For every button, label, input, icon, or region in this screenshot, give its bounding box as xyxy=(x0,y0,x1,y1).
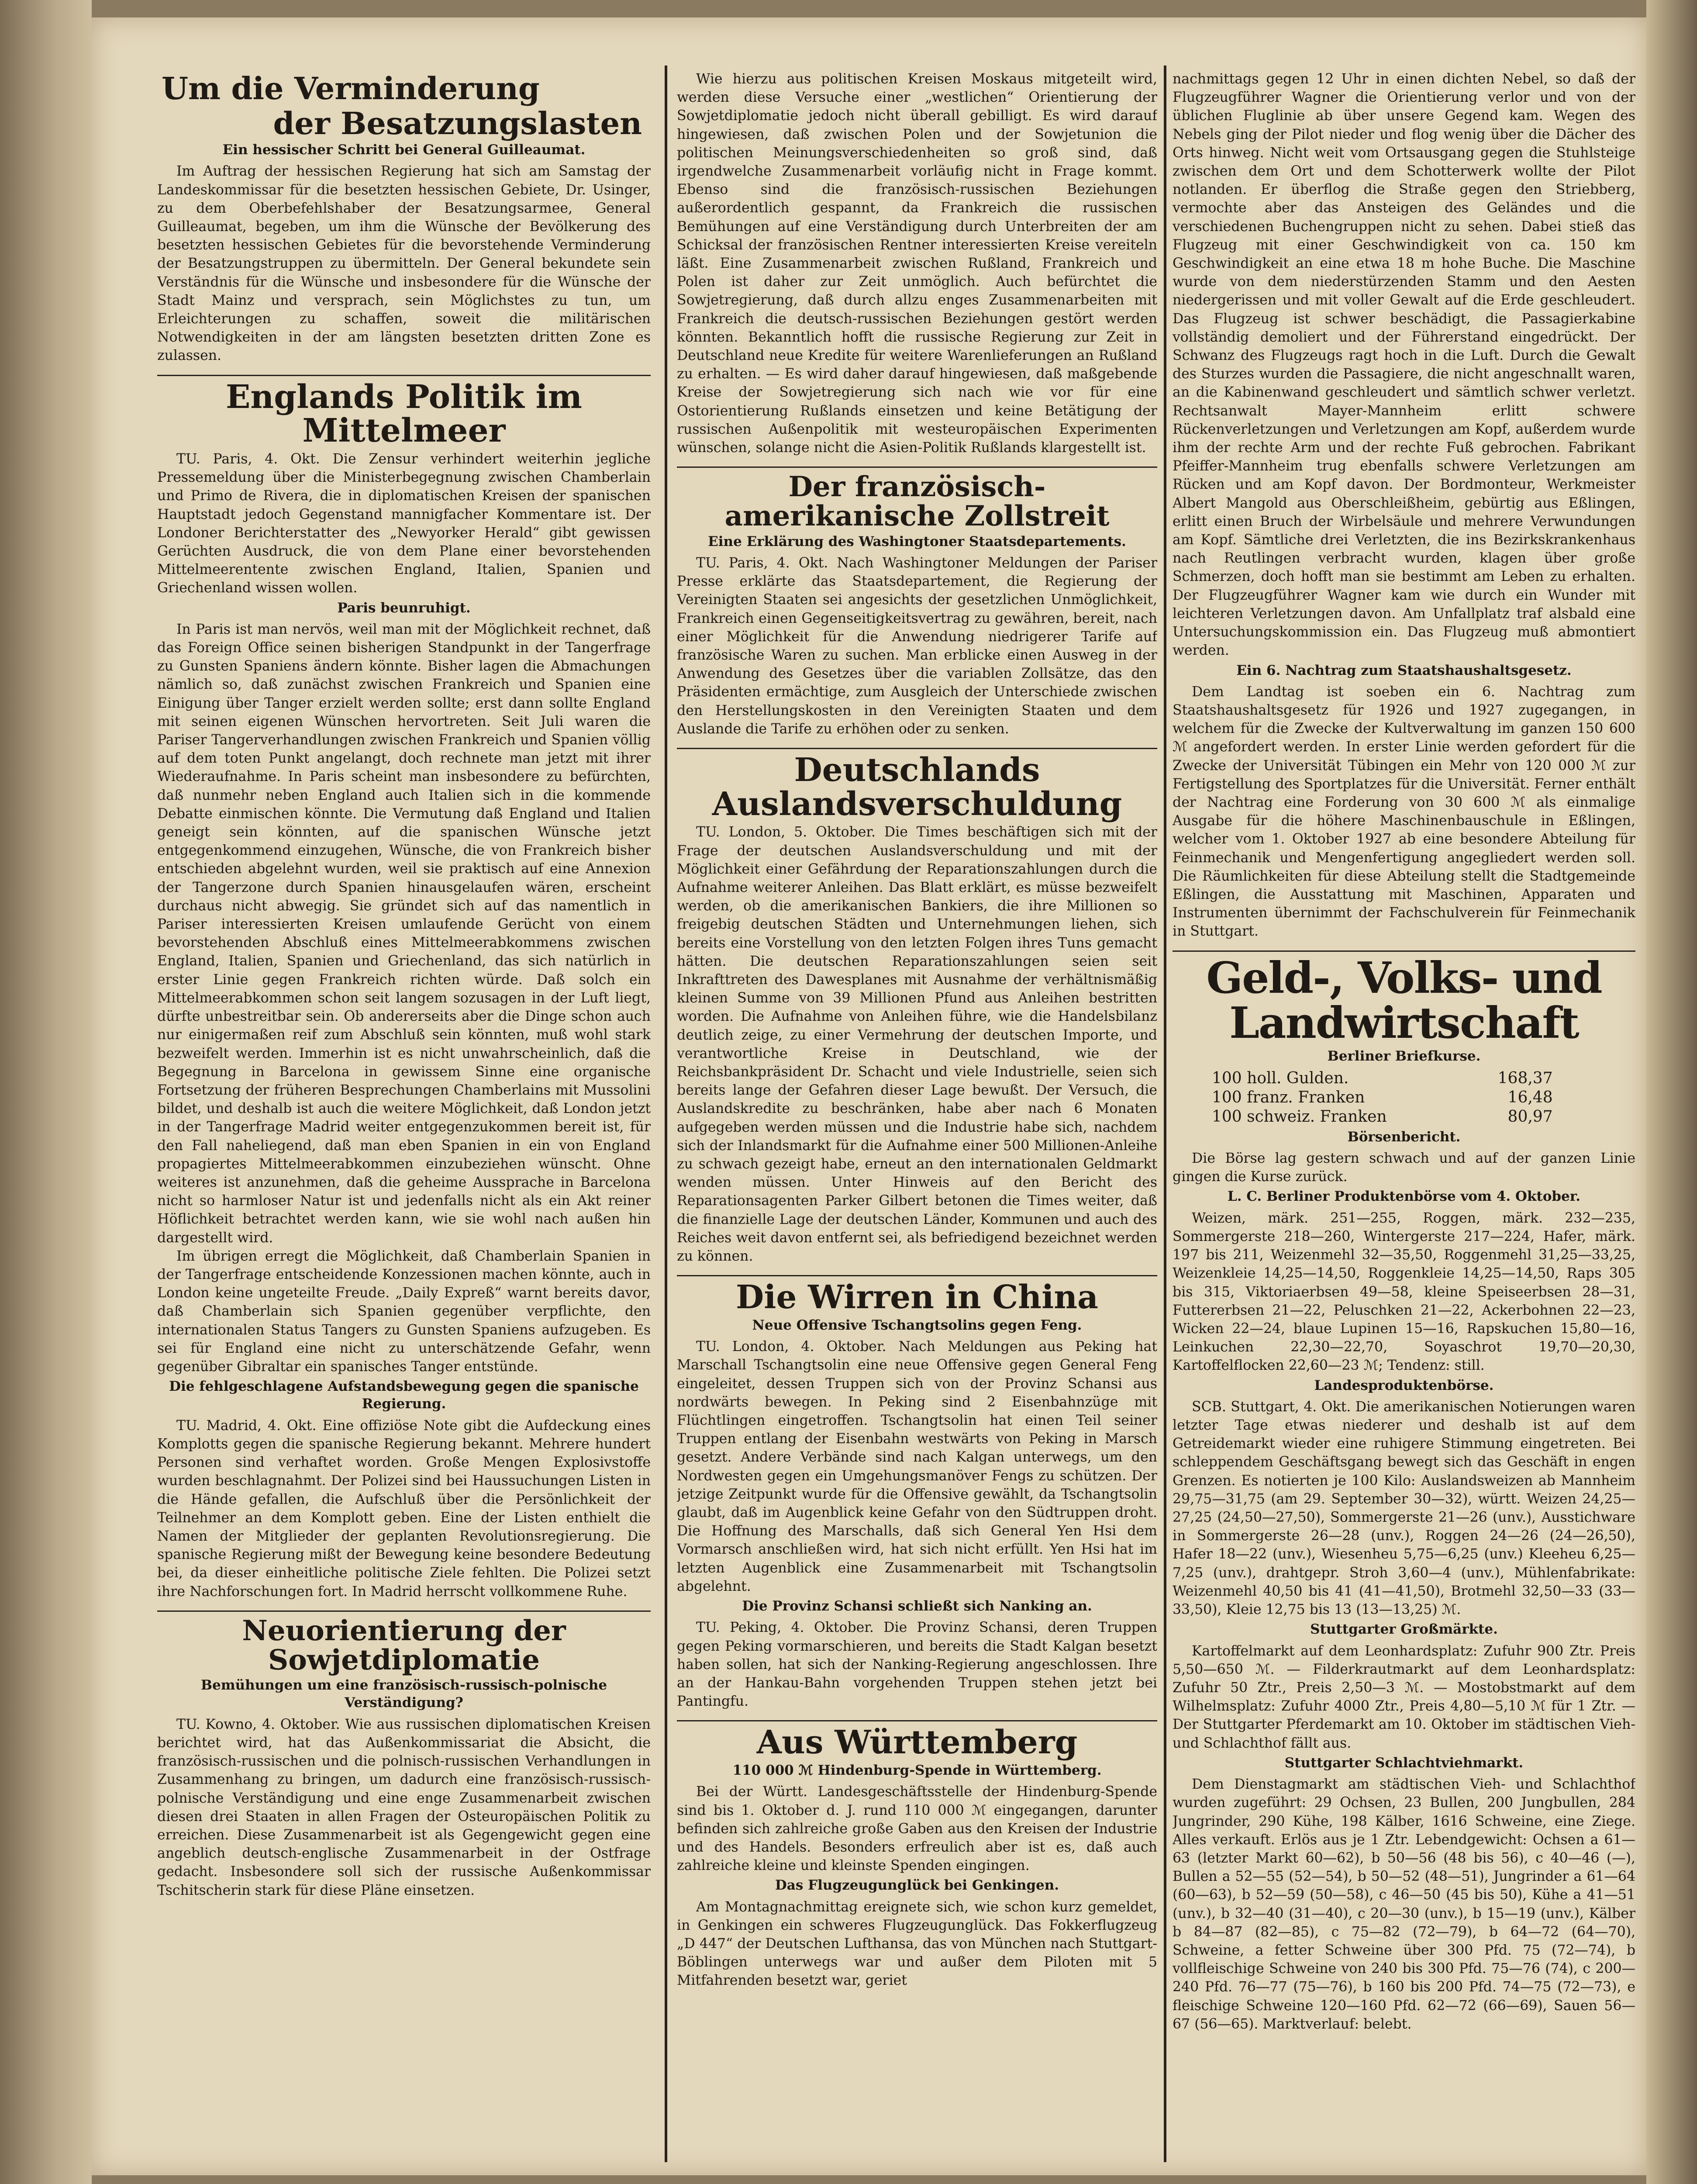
subheadline: 110 000 ℳ Hindenburg-Spende in Württemberg. xyxy=(732,1762,1102,1779)
subheadline: Das Flugzeugunglück bei Genkingen. xyxy=(775,1877,1059,1894)
column-3 xyxy=(1173,70,1635,2158)
article-text: TU. London, 5. Oktober. Die Times beschäftigen sich mit der Frage der deutschen Auslandsverschuldung und mit der Möglichkeit einer Gefährdung der Reparationszahlungen durch die Aufnahme weiterer Anleihen. Das Blatt erklärt, es müsse bezweifelt werden, ob die amerikanischen Bankiers, die ihre Millionen so freigebig deutschen Städten und Unternehmungen liehen, sich bereits eine Vorstellung von den letzten Folgen ihres Tuns gemacht hätten. Die deutschen Reparationszahlungen seien seit Inkrafttreten des Dawesplanes mit Ausnahme der verhältnismäßig kleinen Summe von 39 Millionen Pfund aus Anleihen bestritten worden. Die Aufnahme von Anleihen führe, wie die Handelsbilanz deutlich zeige, zu einer Vermehrung der deutschen Importe, und verantwortliche Kreise in Deutschland, wie der Reichsbankpräsident Dr. Schacht und viele Industrielle, seien sich bereits lange der Gefahren dieser Lage bewußt. Der Versuch, die Auslandskredite zu beschränken, habe aber nach 6 Monaten aufgegeben werden müssen und die Industrie habe sich, nachdem sich der Inlandsmarkt für die Aufnahme einer 500 Millionen-Anleihe zu schwach gezeigt habe, erneut an den internationalen Geldmarkt wenden müssen. Unter Hinweis auf den Bericht des Reparationsagenten Parker Gilbert betonen die Times weiter, daß die finanzielle Lage der deutschen Länder, Kommunen und auch des Reiches weit davon entfernt sei, als befriedigend bezeichnet werden zu können. xyxy=(677,824,1157,1265)
rate-value: 80,97 xyxy=(1507,1107,1553,1126)
headline: Aus Württemberg xyxy=(756,1724,1078,1762)
divider xyxy=(677,1720,1157,1721)
article-text: Dem Dienstagmarkt am städtischen Vieh- und Schlachthof wurden zugeführt: 29 Ochsen, 23 Bullen, 200 Jungbullen, 284 Jungrinder, 290 Kühe, 198 Kälber, 1616 Schweine, eine Ziege. Alles verkauft. Erlös aus je 1 Ztr. Lebendgewicht: Ochsen a 61—63 (letzter Markt 60—62), b 50—56 (48 bis 56), c 40—46 (—), Bullen a 52—55 (52—54), b 50—52 (48—51), Jungrinder a 61—64 (60—63), b 52—59 (50—58), c 46—50 (45 bis 50), Kühe a 41—51 (unv.), b 32—40 (31—40), c 20—30 (unv.), b 15—19 (unv.), Kälber b 84—87 (82—85), c 75—82 (72—79), b 64—72 (64—70), Schweine, a fetter Schweine über 300 Pfd. 75 (72—74), b vollfleischige Schweine von 240 bis 300 Pfd. 75—76 (74), c 200—240 Pfd. 76—77 (75—76), b 160 bis 200 Pfd. 74—75 (72—73), e fleischige Schweine 120—160 Pfd. 62—72 (66—69), Sauen 56—67 (56—65). Marktverlauf: belebt. xyxy=(1173,1776,1635,2032)
article-text: Im übrigen erregt die Möglichkeit, daß Chamberlain Spanien in der Tangerfrage entscheidende Konzessionen machen könnte, auch in London keine ungeteilte Freude. „Daily Expreß“ warnt bereits davor, daß Chamberlain sich Spanien gegenüber verpflichte, den internationalen Status Tangers zu Gunsten Spaniens aufzugeben. Es sei für England eine nicht zu unterschätzende Gefahr, wenn gegenüber Gibraltar ein spanisches Tanger entstünde. xyxy=(157,1248,651,1375)
rate-value: 168,37 xyxy=(1497,1069,1553,1087)
subheadline: Stuttgarter Großmärkte. xyxy=(1310,1621,1498,1638)
article-text: Weizen, märk. 251—255, Roggen, märk. 232—235, Sommergerste 218—260, Wintergerste 217—224, Hafer, märk. 197 bis 211, Weizenmehl 32—35,50, Roggenmehl 31,25—33,25, Weizenkleie 14,25—14,50, Roggenkleie 14,25—14,50, Raps 305 bis 315, Viktoriaerbsen 49—58, kleine Speiseerbsen 28—31, Futtererbsen 21—22, Peluschken 21—22, Ackerbohnen 22—23, Wicken 22—24, blaue Lupinen 15—16, Rapskuchen 15,80—16, Leinkuchen 22,30—22,70, Soyaschrot 19,70—20,30, Kartoffelflocken 22,60—23 ℳ; Tendenz: still. xyxy=(1173,1210,1635,1374)
divider xyxy=(157,1610,651,1612)
column-1 xyxy=(157,70,651,2158)
divider xyxy=(157,375,651,376)
article-text: Am Montagnachmittag ereignete sich, wie schon kurz gemeldet, in Genkingen ein schweres Flugzeugunglück. Das Fokkerflugzeug „D 447“ der Deutschen Lufthansa, das von München nach Stuttgart-Böblingen unterwegs war und außer dem Piloten mit 5 Mitfahrenden besetzt war, geriet xyxy=(677,1899,1157,1989)
subheadline: Eine Erklärung des Washingtoner Staatsdepartements. xyxy=(708,533,1126,549)
section-headline: Geld-, Volks- und Landwirtschaft xyxy=(1206,953,1602,1048)
left-margin xyxy=(0,0,92,2184)
divider xyxy=(677,467,1157,468)
subheadline: Neue Offensive Tschangtsolins gegen Feng. xyxy=(752,1317,1082,1333)
divider xyxy=(1173,950,1635,952)
headline: Um die Verminderung xyxy=(162,70,540,107)
article-text: Dem Landtag ist soeben ein 6. Nachtrag zum Staatshaushaltsgesetz für 1926 und 1927 zugegangen, in welchem für die Zwecke der Kultverwaltung im ganzen 150 600 ℳ angefordert werden. In erster Linie werden gefordert für die Zwecke der Universität Tübingen ein Mehr von 120 000 ℳ zur Fertigstellung des Sportplatzes für die Universität. Ferner enthält der Nachtrag eine Forderung von 30 600 ℳ als einmalige Ausgabe für die höhere Maschinenbauschule in Eßlingen, welcher vom 1. Oktober 1927 ab eine besondere Abteilung für Feinmechanik und Mengenfertigung angegliedert werden soll. Die Räumlichkeiten für diese Abteilung stellt die Stadtgemeinde Eßlingen, die Ausstattung mit Maschinen, Apparaten und Instrumenten übernimmt der Fachschulverein für Feinmechanik in Stuttgart. xyxy=(1173,684,1635,940)
table-row xyxy=(1212,1069,1553,1088)
currency-label: 100 schweiz. Franken xyxy=(1212,1107,1387,1126)
article-text: Im Auftrag der hessischen Regierung hat sich am Samstag der Landeskommissar für die besetzten hessischen Gebiete, Dr. Usinger, zu dem Oberbefehlshaber der Besatzungsarmee, General Guilleaumat, begeben, um ihm die Wünsche der Bevölkerung des besetzten hessischen Gebietes für die bevorstehende Verminderung der Besatzungstruppen zu übermitteln. Der General bekundete sein Verständnis für die Wünsche und insbesondere für die Wünsche der Stadt Mainz und versprach, sein Möglichstes zu tun, um Erleichterungen zu schaffen, soweit die militärischen Notwendigkeiten in der am längsten besetzten dritten Zone es zulassen. xyxy=(157,163,651,364)
headline: Die Wirren in China xyxy=(736,1279,1098,1317)
article-text: Bei der Württ. Landesgeschäftsstelle der Hindenburg-Spende sind bis 1. Oktober d. J. rund 110 000 ℳ eingegangen, darunter befinden sich zahlreiche große Gaben aus den Kreisen der Industrie und des Handels. Besonders erfreulich aber ist es, daß auch zahlreiche kleine und kleinste Spenden eingingen. xyxy=(677,1784,1157,1874)
currency-label: 100 holl. Gulden. xyxy=(1212,1069,1349,1087)
article-text: Die Börse lag gestern schwach und auf der ganzen Linie gingen die Kurse zurück. xyxy=(1173,1151,1635,1185)
headline: Englands Politik im Mittelmeer xyxy=(226,378,582,450)
article-text: SCB. Stuttgart, 4. Okt. Die amerikanischen Notierungen waren letzter Tage etwas niederer und deshalb ist auf dem Getreidemarkt wieder eine ruhigere Stimmung eingetreten. Bei schleppendem Geschäftsgang bewegt sich das Geschäft in engen Grenzen. Es notierten je 100 Kilo: Auslandsweizen ab Mannheim 29,75—31,75 (am 29. September 30—32), württ. Weizen 24,25—27,25 (24,50—27,50), Sommergerste 21—26 (unv.), Ausstichware in Sommergerste 26—28 (unv.), Roggen 24—26 (24—26,50), Hafer 18—22 (unv.), Wiesenheu 5,75—6,25 (unv.) Kleeheu 6,25—7,25 (unv.), drahtgepr. Stroh 3,60—4 (unv.), Mühlenfabrikate: Weizenmehl 40,50 bis 41 (41—41,50), Brotmehl 32,50—33 (33—33,50), Kleie 12,75 bis 13 (13—13,25) ℳ. xyxy=(1173,1399,1635,1618)
column-2 xyxy=(677,70,1157,2158)
article-text: TU. Peking, 4. Oktober. Die Provinz Schansi, deren Truppen gegen Peking vormarschieren, und bereits die Stadt Kalgan besetzt haben sollen, hat sich der Nanking-Regierung angeschlossen. Ihre an der Hankau-Bahn vorgehenden Truppen stehen jetzt bei Pantingfu. xyxy=(677,1620,1157,1710)
article-text: TU. London, 4. Oktober. Nach Meldungen aus Peking hat Marschall Tschangtsolin eine neue Offensive gegen General Feng eingeleitet, dessen Truppen sich von der Provinz Schansi aus nordwärts bewegen. In Peking sind 2 Eisenbahnzüge mit Flüchtlingen eingetroffen. Tschangtsolin hat einen Teil seiner Truppen entlang der Eisenbahn westwärts von Peking in Marsch gesetzt. Andere Verbände sind nach Kalgan unterwegs, um den Nordwesten gegen ein Umgehungsmanöver Fengs zu schützen. Der jetzige Zeitpunkt wurde für die Offensive gewählt, da Tschangtsolin glaubt, daß im Augenblick keine Gefahr von den Südtruppen droht. Die Hoffnung des Marschalls, daß sich General Yen Hsi dem Vormarsch anschließen wird, hat sich nicht erfüllt. Yen Hsi hat im letzten Augenblick eine Zusammenarbeit mit Tschangtsolin abgelehnt. xyxy=(677,1339,1157,1594)
subheadline: Landesproduktenbörse. xyxy=(1314,1377,1494,1393)
article-text: In Paris ist man nervös, weil man mit der Möglichkeit rechnet, daß das Foreign Office seinen bisherigen Standpunkt in der Tangerfrage zu Gunsten Spaniens ändern könnte. Bisher lagen die Abmachungen nämlich so, daß zunächst zwischen Frankreich und Spanien eine Einigung über Tanger erzielt werden sollte; erst dann sollte England mit seinen eigenen Wünschen hervortreten. Seit Juli waren die Pariser Tangerverhandlungen zwischen Frankreich und Spanien völlig auf dem toten Punkt angelangt, doch rechnete man jetzt mit ihrer Wiederaufnahme. In Paris scheint man insbesondere zu befürchten, daß nunmehr neben England auch Italien sich in die kommende Debatte einmischen könnte. Die Vermutung daß England und Italien geneigt sein könnten, auf die spanischen Wünsche jetzt entgegenkommend einzugehen, Wünsche, die von Frankreich bisher entschieden abgelehnt wurden, weil sie praktisch auf eine Annexion der Tangerzone durch Spanien hinausgelaufen wären, erscheint durchaus nicht abwegig. Sie gründet sich auf das namentlich in Pariser interessierten Kreisen umlaufende Gerücht von einem bevorstehenden Abschluß eines Mittelmeerabkommens zwischen England, Italien, Spanien und Griechenland, das sich natürlich in erster Linie gegen Frankreich richten würde. Daß solch ein Mittelmeerabkommen schon seit langem sozusagen in der Luft liegt, dürfte unbestreitbar sein. Ob andererseits aber die Dinge schon auch nur einigermaßen reif zum Abschluß sein könnten, muß wohl stark bezweifelt werden. Immerhin ist es nicht unwahrscheinlich, daß die Begegnung in Barcelona in gewissem Sinne eine organische Fortsetzung der früheren Besprechungen Chamberlains mit Mussolini bildet, und deshalb ist auch die weitere Möglichkeit, daß London jetzt in der Tangerfrage Madrid weiter entgegenzukommen bereit ist, für den Fall naheliegend, daß man eben Spanien in ein von England propagiertes Mittelmeerabkommen einzubeziehen wünscht. Ohne weiteres ist anzunehmen, daß die geheime Aussprache in Barcelona nicht so harmloser Natur ist und jedenfalls nicht als ein Akt reiner Höflichkeit betrachtet werden kann, wie sie wohl nach außen hin dargestellt wird. xyxy=(157,621,651,1246)
exchange-rates-table xyxy=(1173,1069,1635,1127)
subheadline: Ein hessischer Schritt bei General Guilleaumat. xyxy=(222,142,586,158)
subheadline: Ein 6. Nachtrag zum Staatshaushaltsgesetz. xyxy=(1236,662,1572,678)
column-rule xyxy=(1164,66,1166,2162)
divider xyxy=(677,748,1157,749)
subheadline: Stuttgarter Schlachtviehmarkt. xyxy=(1284,1755,1524,1771)
headline: Deutschlands Auslandsverschuldung xyxy=(712,751,1122,823)
article-text: TU. Paris, 4. Okt. Die Zensur verhindert weiterhin jegliche Pressemeldung über die Ministerbegegnung zwischen Chamberlain und Primo de Rivera, die in diplomatischen Kreisen der spanischen Hauptstadt jedoch Gegenstand mannigfacher Kommentare ist. Der Londoner Berichterstatter des „Newyorker Herald“ gibt gewissen Gerüchten Ausdruck, die von dem Plane einer bevorstehenden Mittelmeerentente zwischen England, Italien, Spanien und Griechenland wissen wollen. xyxy=(157,451,651,596)
subheadline: Börsenbericht. xyxy=(1347,1129,1461,1145)
subheadline: L. C. Berliner Produktenbörse vom 4. Oktober. xyxy=(1227,1189,1581,1205)
subheadline: Bemühungen um eine französisch-russisch-polnische Verständigung? xyxy=(200,1677,607,1711)
headline: Der französisch-amerikanische Zollstreit xyxy=(724,470,1110,533)
subheadline: Die fehlgeschlagene Aufstandsbewegung gegen die spanische Regierung. xyxy=(169,1379,639,1412)
table-row xyxy=(1212,1088,1553,1107)
column-rule xyxy=(665,66,667,2162)
article-text: nachmittags gegen 12 Uhr in einen dichten Nebel, so daß der Flugzeugführer Wagner die Orientierung verlor und von der üblichen Fluglinie ab über unsere Gegend kam. Wegen des Nebels ging der Pilot nieder und flog wenig über die Dächer des Orts hinweg. Nicht weit vom Ortsausgang gegen die Stuhlsteige zwischen dem Ort und dem Schotterwerk wollte der Pilot notlanden. Er überflog die Straße gegen den Striebberg, vermochte aber das Ansteigen des Geländes und die verschiedenen Buchengruppen nicht zu sehen. Dabei stieß das Flugzeug mit einer Geschwindigkeit von ca. 150 km Geschwindigkeit an eine etwa 18 m hohe Buche. Die Maschine wurde von dem niederstürzenden Stamm und den Aesten niedergerissen und mit voller Gewalt auf die Erde geschleudert. Das Flugzeug ist schwer beschädigt, die Passagierkabine vollständig demoliert und der Führerstand eingedrückt. Der Schwanz des Flugzeugs ragt hoch in die Luft. Durch die Gewalt des Sturzes wurden die Passagiere, die nicht angeschnallt waren, an die Kabinenwand geschleudert und sämtlich schwer verletzt. Rechtsanwalt Mayer-Mannheim erlitt schwere Rückenverletzungen und Verletzungen am Kopf, außerdem wurde ihm der rechte Arm und der rechte Fuß gebrochen. Fabrikant Pfeiffer-Mannheim trug ebenfalls schwere Verletzungen am Rücken und am Kopf davon. Der Bordmonteur, Werkmeister Albert Mangold aus Oberschleißheim, gebürtig aus Eßlingen, erlitt einen Bruch der Wirbelsäule und mehrere Verwundungen am Kopf. Sämtliche drei Verletzten, die ins Bezirkskrankenhaus nach Reutlingen verbracht wurden, klagen über große Schmerzen, doch hofft man sie bestimmt am Leben zu erhalten. Der Flugzeugführer Wagner kam wie durch ein Wunder mit leichteren Verletzungen davon. Am Unfallplatz traf alsbald eine Untersuchungskommission ein. Das Flugzeug muß abmontiert werden. xyxy=(1173,71,1635,659)
headline: der Besatzungslasten xyxy=(273,105,642,142)
subheadline: Paris beunruhigt. xyxy=(337,600,471,616)
article-text: Kartoffelmarkt auf dem Leonhardsplatz: Zufuhr 900 Ztr. Preis 5,50—650 ℳ. — Filderkrautmarkt auf dem Leonhardsplatz: Zufuhr 50 Ztr., Preis 2,50—3 ℳ. — Mostobstmarkt auf dem Wilhelmsplatz: Zufuhr 4000 Ztr., Preis 4,80—5,10 ℳ für 1 Ztr. — Der Stuttgarter Pferdemarkt am 10. Oktober im städtischen Vieh- und Schlachthof fällt aus. xyxy=(1173,1643,1635,1751)
subheadline: Berliner Briefkurse. xyxy=(1327,1048,1481,1064)
article-text: TU. Kowno, 4. Oktober. Wie aus russischen diplomatischen Kreisen berichtet wird, hat das Außenkommissariat die Absicht, die französisch-russischen und die polnisch-russischen Verhandlungen in Zusammenhang zu bringen, um dadurch eine französisch-russisch-polnische Verständigung und eine enge Zusammenarbeit zwischen diesen drei Staaten in allen Fragen der Osteuropäischen Politik zu erreichen. Diese Zusammenarbeit ist als Gegengewicht gegen eine angeblich deutsch-englische Zusammenarbeit in der Ostfrage gedacht. Insbesondere soll sich der russische Außenkommissar Tschitscherin stark für diese Pläne einsetzen. xyxy=(157,1716,651,1898)
article-text: Wie hierzu aus politischen Kreisen Moskaus mitgeteilt wird, werden diese Versuche einer „westlichen“ Orientierung der Sowjetdiplomatie jedoch nicht überall gebilligt. Es wird darauf hingewiesen, daß zwischen Polen und der Sowjetunion die politischen Meinungsverschiedenheiten so groß sind, daß irgendwelche Zusammenarbeit vorläufig nicht in Frage kommt. Ebenso sind die französisch-russischen Beziehungen außerordentlich gespannt, da Frankreich die russischen Bemühungen auf eine Verständigung durch Unterbreiten der am Schicksal der französischen Rentner interessierten Kreise vereiteln läßt. Eine Zusammenarbeit zwischen Rußland, Frankreich und Polen ist daher zur Zeit unmöglich. Auch befürchtet die Sowjetregierung, daß durch allzu enges Zusammenarbeiten mit Frankreich die deutsch-russischen Beziehungen gestört werden könnten. Bekanntlich hofft die russische Regierung zur Zeit in Deutschland neue Kredite für weitere Warenlieferungen an Rußland zu erhalten. — Es wird daher darauf hingewiesen, daß maßgebende Kreise der Sowjetregierung sich nach wie vor für eine Ostorientierung Rußlands einsetzen und keine Betätigung der russischen Außenpolitik mit westeuropäischen Experimenten wünschen, solange nicht die Asien-Politik Rußlands klargestellt ist. xyxy=(677,71,1157,456)
currency-label: 100 franz. Franken xyxy=(1212,1088,1365,1106)
article-text: TU. Paris, 4. Okt. Nach Washingtoner Meldungen der Pariser Presse erklärte das Staatsdepartement, die Regierung der Vereinigten Staaten sei angesichts der gesetzlichen Unmöglichkeit, Frankreich einen Gegenseitigkeitsvertrag zu gewähren, bereit, nach einer Möglichkeit für die Anwendung niedrigerer Tarife auf französische Waren zu suchen. Man erblicke einen Ausweg in der Anwendung des Gesetzes über die variablen Zollsätze, das den Präsidenten ermächtige, zum Ausgleich der Unterschiede zwischen den Herstellungskosten in den Vereinigten Staaten und dem Auslande die Tarife zu erhöhen oder zu senken. xyxy=(677,555,1157,737)
rate-value: 16,48 xyxy=(1507,1088,1553,1106)
newspaper-page xyxy=(92,17,1646,2175)
right-margin xyxy=(1646,0,1697,2184)
headline: Neuorientierung der Sowjetdiplomatie xyxy=(242,1614,566,1676)
subheadline: Die Provinz Schansi schließt sich Nanking an. xyxy=(742,1598,1092,1614)
table-row xyxy=(1212,1107,1553,1127)
article-text: TU. Madrid, 4. Okt. Eine offiziöse Note gibt die Aufdeckung eines Komplotts gegen die spanische Regierung bekannt. Mehrere hundert Personen sind verhaftet worden. Große Mengen Explosivstoffe wurden beschlagnahmt. Der Polizei sind bei Haussuchungen Listen in die Hände gefallen, die Aufschluß über die Persönlichkeit der Teilnehmer an dem Komplott geben. Eine der Listen enthielt die Namen der Mitglieder der geplanten Revolutionsregierung. Die spanische Regierung mißt der Bewegung keine besondere Bedeutung bei, da dieser einheitliche politische Ziele fehlten. Die Polizei setzt ihre Nachforschungen fort. In Madrid herrscht vollkommene Ruhe. xyxy=(157,1417,651,1600)
divider xyxy=(677,1275,1157,1276)
